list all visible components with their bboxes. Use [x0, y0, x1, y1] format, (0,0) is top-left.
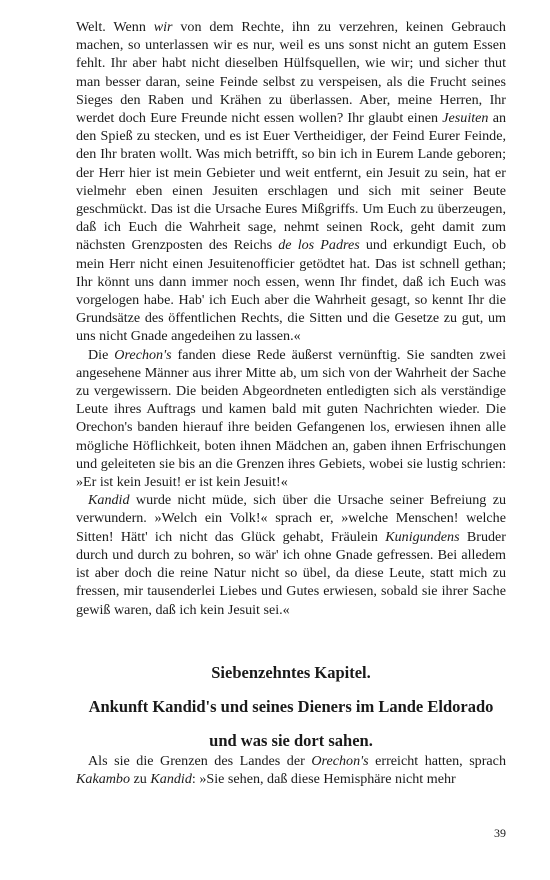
- text-run: und erkundigt Euch, ob mein Herr nicht einen Jesuitenofficier getödtet hat. Das ist schnell gethan; Ihr könnt uns dann immer noch essen, wenn Ihr findet, daß ich Euch was vorgelogen habe. Hab' ich Euch aber die Wahrheit gesagt, so kennt Ihr die Grundsätze des öffentlichen Rechts, die Sitten und die Gesetze zu gut, um uns nicht Gnade angedeihen zu lassen.«: [76, 237, 507, 345]
- italic-run: Kandid: [150, 771, 192, 788]
- text-run: Als sie die Grenzen des Landes der: [88, 753, 312, 769]
- text-run: von dem Rechte, ihn zu verzehren, keinen Gebrauch machen, so unterlassen wir es nur, weil es uns sonst nicht an gutem Essen fehlt. Ihr aber habt nicht dieselben Hülfsquellen, wie wir; und sicher thut man besser daran, seine Feinde selbst zu verspeisen, als die Frucht seines Sieges den Raben und Krähen zu überlassen. Aber, meine Herren, Ihr werdet doch Eure Freunde nicht essen wollen? Ihr glaubt einen: [76, 19, 506, 127]
- italic-run: Kandid: [88, 492, 130, 509]
- italic-run: de los Padres: [278, 237, 360, 254]
- text-run: Welt. Wenn: [76, 19, 154, 35]
- text-run: an den Spieß zu stecken, und es ist Euer Vertheidiger, der Feind Eurer Feinde, den Ihr braten wollt. Was mich betrifft, so bin ich in Eurem Lande geboren; der Herr hier ist mein Gebieter und weit entfernt, ein Jesuit zu sein, hat er vielmehr eben einen Jesuiten erschlagen und sich mit seiner Beute geschmückt. Das ist die Ursache Eures Mißgriffs. Um Euch zu überzeugen, daß ich Euch die Wahrheit sage, nehmt seinen Rock, geht damit zum nächsten Grenzposten des Reichs: [76, 110, 506, 254]
- text-run: wurde nicht müde, sich über die Ursache seiner Befreiung zu verwundern. »Welch ein Volk!« sprach er, »welche Menschen! welche Sitten! Hätt' ich nicht das Glück gehabt, Fräulein: [76, 492, 506, 545]
- body-text: [76, 18, 506, 619]
- italic-run: Orechon's: [114, 346, 172, 363]
- chapter-number-heading: Siebenzehntes Kapitel.: [211, 663, 371, 682]
- text-run: erreicht hatten, sprach: [368, 753, 506, 769]
- text-run: Bruder durch und durch zu bohren, so wär' ich ohne Gnade gefressen. Bei alledem ist aber doch die reine Natur nicht so übel, da diese Leute, statt mich zu fressen, mir tausenderlei Liebes und Gutes erwiesen, sobald sie ihrer Sache gewiß waren, daß ich kein Jesuit sei.«: [76, 528, 506, 618]
- text-run: fanden diese Rede äußerst vernünftig. Sie sandten zwei angesehene Männer aus ihrer Mitte ab, um sich von der Wahrheit der Sache zu vergewissern. Die beiden Abgeordneten entledigten sich als verständige Leute ihres Auftrags und kamen bald mit guten Nachrichten wieder. Die Orechon's banden hierauf ihre beiden Gefangenen los, erwiesen ihnen alle mögliche Höflichkeit, boten ihnen Mädchen an, gaben ihnen Erfrischungen und geleiteten sie bis an die Grenzen ihres Gebiets, wobei sie lustig schrien: »Er ist kein Jesuit! er ist kein Jesuit!«: [76, 346, 506, 491]
- italic-run: wir: [153, 19, 173, 35]
- italic-run: Kakambo: [76, 771, 131, 788]
- chapter-title-line-1: Ankunft Kandid's und seines Dieners im Lande Eldorado: [88, 697, 494, 716]
- text-run: Die: [88, 346, 115, 363]
- italic-run: Jesuiten: [442, 110, 489, 127]
- text-run: : »Sie sehen, daß diese Hemisphäre nicht mehr: [191, 771, 456, 788]
- page-number: 39: [494, 826, 506, 840]
- italic-run: Orechon's: [311, 753, 369, 769]
- paragraph: [76, 346, 506, 492]
- paragraph: [76, 18, 506, 346]
- italic-run: Kunigundens: [385, 528, 460, 545]
- chapter-opening-text: [76, 752, 506, 788]
- text-run: zu: [130, 771, 151, 788]
- paragraph: [76, 752, 506, 788]
- chapter-title-line-2: und was sie dort sahen.: [209, 731, 373, 750]
- paragraph: [76, 491, 506, 618]
